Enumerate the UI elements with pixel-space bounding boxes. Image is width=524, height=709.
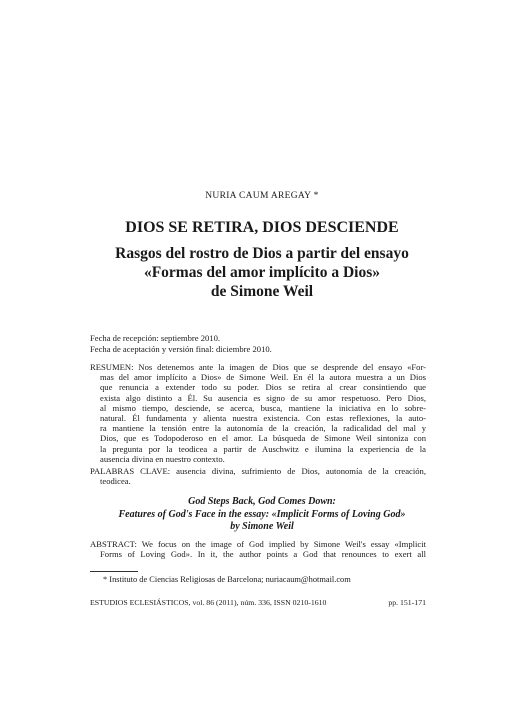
- abstract-line: ABSTRACT: We focus on the image of God implied by Simone Weil's essay «Implicit: [90, 539, 426, 549]
- received-date: Fecha de recepción: septiembre 2010.: [90, 333, 221, 343]
- resumen-line: Dios, que es Todopoderoso en el amor. La búsqueda de Simone Weil sintoniza con: [100, 433, 426, 444]
- english-title-line: by Simone Weil: [230, 521, 294, 532]
- submission-dates: [90, 333, 430, 354]
- keywords-line: PALABRAS CLAVE: ausencia divina, sufrimiento de Dios, autonomía de la creación,: [90, 466, 426, 476]
- accepted-date: Fecha de aceptación y versión final: diciembre 2010.: [90, 343, 272, 354]
- keywords-line: teodicea.: [100, 476, 131, 487]
- author-footnote: * Instituto de Ciencias Religiosas de Barcelona; nuriacaum@hotmail.com: [103, 575, 351, 584]
- article-title: DIOS SE RETIRA, DIOS DESCIENDE: [125, 219, 399, 236]
- journal-citation: ESTUDIOS ECLESIÁSTICOS, vol. 86 (2011), núm. 336, ISSN 0210-1610: [90, 598, 327, 607]
- article-subtitle: [70, 244, 454, 301]
- subtitle-line: Rasgos del rostro de Dios a partir del ensayo: [115, 245, 409, 262]
- resumen-line: RESUMEN: Nos detenemos ante la imagen de Dios que se desprende del ensayo «For-: [90, 362, 426, 372]
- subtitle-line: «Formas del amor implícito a Dios»: [143, 264, 381, 281]
- keywords-paragraph: [90, 466, 426, 486]
- author-name: NURIA CAUM AREGAY *: [205, 191, 319, 201]
- resumen-line: ausencia divina en nuestro contexto.: [100, 453, 225, 464]
- page-range: pp. 151-171: [388, 598, 426, 607]
- resumen-paragraph: [90, 362, 426, 464]
- resumen-line: ra mantiene la tensión entre la autonomía de la creación, la radicalidad del mal y: [100, 423, 426, 434]
- resumen-line: natural. Él fundamenta y alienta nuestra existencia. Con estas reflexiones, la auto-: [100, 412, 426, 423]
- english-title-line: God Steps Back, God Comes Down:: [188, 496, 336, 507]
- resumen-line: que renuncia a extender todo su poder. Dios se retira al crear consintiendo que: [100, 382, 426, 393]
- english-title-line: Features of God's Face in the essay: «Implicit Forms of Loving God»: [118, 508, 406, 520]
- subtitle-line: de Simone Weil: [210, 283, 314, 300]
- abstract-paragraph: [90, 539, 426, 559]
- footnote-divider: [90, 571, 138, 572]
- resumen-line: al mismo tiempo, desciende, se acerca, busca, mantiene la iniciativa en lo sobre-: [100, 402, 426, 413]
- english-title: [0, 496, 524, 534]
- resumen-line: mas del amor implícito a Dios» de Simone Weil. En él la autora muestra a un Dios: [100, 372, 426, 383]
- journal-footer: [90, 598, 426, 607]
- resumen-line: exista algo distinto a Él. Su ausencia es signo de su amor respetuoso. Pero Dios,: [100, 392, 426, 403]
- abstract-line: Forms of Loving God». In it, the author points a God that renounces to exert all: [100, 549, 426, 560]
- resumen-line: la pregunta por la teodicea a partir de Auschwitz e ilumina la experiencia de la: [100, 443, 426, 454]
